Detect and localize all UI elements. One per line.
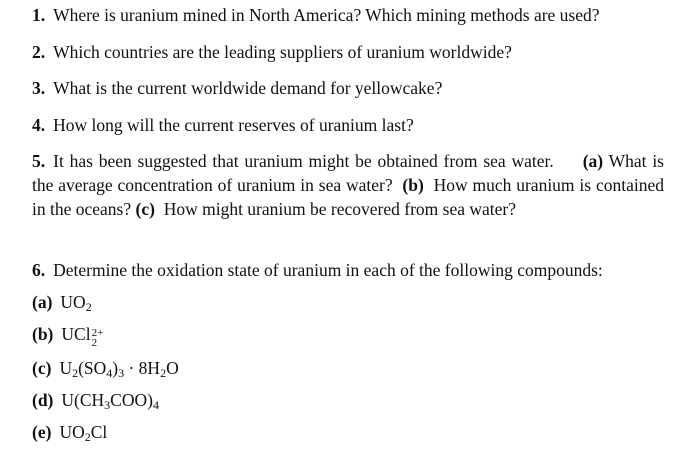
question-1	[32, 3, 664, 27]
formula-subscript: 2	[84, 430, 91, 444]
formula-superscript: 2+	[91, 327, 104, 339]
part-c-text: How might uranium be recovered from sea water?	[163, 199, 516, 219]
question-number: 4.	[32, 115, 46, 135]
question-6	[32, 258, 664, 282]
compound-label: (e)	[32, 422, 52, 442]
compound-c	[32, 356, 179, 380]
question-text-intro: It has been suggested that uranium might be obtained from sea water.	[53, 151, 554, 171]
part-b-text: How much uranium is contained in the oceans?	[32, 175, 664, 219]
question-text: What is the current worldwide demand for yellowcake?	[53, 78, 443, 98]
question-number: 3.	[32, 78, 46, 98]
compound-label: (a)	[32, 292, 53, 312]
formula-subscript: 2	[91, 337, 98, 349]
formula-part: UO	[60, 292, 86, 312]
compound-label: (b)	[32, 324, 54, 344]
compound-label: (c)	[32, 358, 52, 378]
question-4	[32, 113, 664, 137]
question-text: Which countries are the leading suppliers of uranium worldwide?	[53, 42, 512, 62]
formula-charge-stack	[92, 328, 104, 348]
question-number: 2.	[32, 42, 46, 62]
compound-e	[32, 420, 107, 444]
question-5	[32, 149, 664, 221]
part-a-label: (a)	[582, 151, 604, 171]
formula-subscript: 2	[160, 366, 167, 380]
formula-subscript: 3	[104, 398, 111, 412]
formula-subscript: 2	[85, 300, 92, 314]
part-c-label: (c)	[135, 199, 155, 219]
question-text: Determine the oxidation state of uranium in each of the following compounds:	[53, 260, 603, 280]
question-number: 5.	[32, 151, 46, 171]
part-a-text: What is the average concentration of uranium in sea water?	[32, 151, 664, 195]
formula-part: UO	[59, 422, 85, 442]
compound-d	[32, 388, 159, 412]
formula-part: COO)	[110, 390, 153, 410]
question-3	[32, 76, 664, 100]
question-2	[32, 40, 664, 64]
compound-b	[32, 322, 103, 348]
formula-subscript: 4	[152, 398, 159, 412]
formula-part: U(CH	[61, 390, 105, 410]
formula-part: · 8H	[124, 358, 161, 378]
formula-part: UCl	[61, 324, 91, 344]
formula-part: Cl	[90, 422, 108, 442]
compound-label: (d)	[32, 390, 54, 410]
formula-subscript: 3	[118, 366, 125, 380]
compound-a	[32, 290, 92, 314]
formula-part: )	[112, 358, 119, 378]
formula-part: O	[166, 358, 179, 378]
part-b-label: (b)	[402, 175, 424, 195]
question-number: 1.	[32, 5, 46, 25]
question-number: 6.	[32, 260, 46, 280]
question-text: Where is uranium mined in North America? Which mining methods are used?	[53, 5, 600, 25]
formula-subscript: 2	[72, 366, 79, 380]
formula-part: (SO	[78, 358, 107, 378]
formula-subscript: 4	[106, 366, 113, 380]
formula-part: U	[59, 358, 73, 378]
question-text: How long will the current reserves of uranium last?	[53, 115, 414, 135]
